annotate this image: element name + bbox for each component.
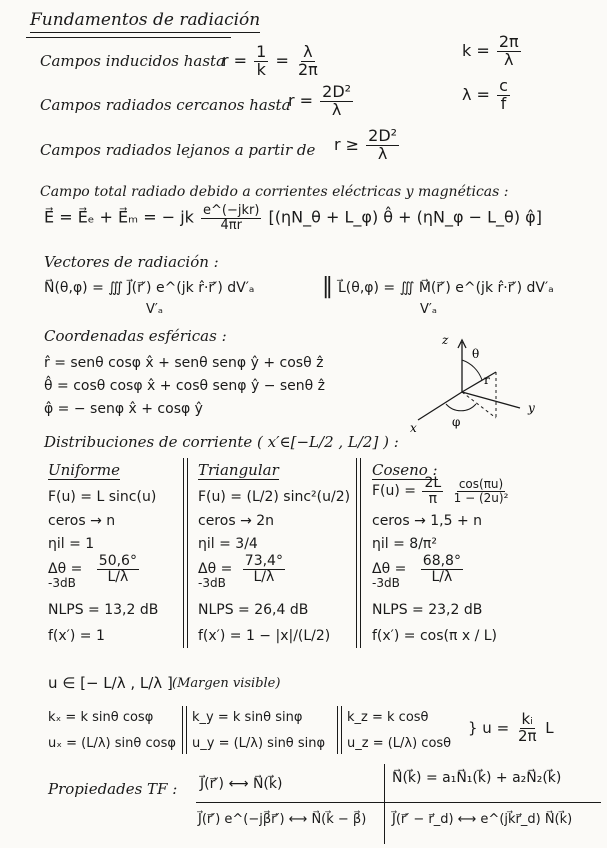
total-exp-num: e^(−jkr): [203, 203, 260, 218]
triangular-bw-den: L/λ: [253, 568, 275, 585]
total-eq-a: E⃗ = E⃗ₑ + E⃗ₘ = − jk: [44, 207, 194, 227]
induced-f1-den: k: [256, 59, 266, 79]
uniform-nlps: NLPS = 13,2 dB: [48, 602, 159, 618]
uniform-eta: ηil = 1: [48, 536, 95, 552]
k-definition: [462, 34, 523, 69]
total-field-label: Campo total radiado debido a corrientes eléctricas y magnéticas :: [40, 184, 509, 200]
k-num: 2π: [498, 32, 519, 51]
triangular-bw-num: 73,4°: [244, 553, 283, 569]
column-divider-2: [356, 458, 357, 648]
total-eq-b: [(ηN_θ + L_φ) θ̂ + (ηN_φ − L_θ) φ̂]: [268, 207, 542, 227]
triangular-fx: f(x′) = 1 − |x|/(L/2): [198, 628, 331, 644]
vectors-label: Vectores de radiación :: [44, 253, 219, 271]
kcomp-divider-1: [182, 706, 183, 754]
cosine-zeros: ceros → 1,5 + n: [372, 513, 483, 529]
column-divider-2b: [360, 458, 361, 648]
kz-eq: k_z = k cosθ: [347, 710, 429, 725]
uniform-F: F(u) = L sinc(u): [48, 489, 157, 505]
coordinate-axes-diagram: [400, 330, 560, 440]
uz-eq: u_z = (L/λ) cosθ: [347, 736, 452, 751]
ui-num: kᵢ: [521, 710, 533, 728]
tf-label: Propiedades TF :: [48, 780, 178, 798]
triangular-nlps: NLPS = 26,4 dB: [198, 602, 309, 618]
near-lhs: r =: [288, 90, 314, 110]
column-divider-1: [183, 458, 184, 648]
uniform-db: -3dB: [48, 576, 76, 590]
ky-eq: k_y = k sinθ sinφ: [192, 710, 303, 725]
uy-eq: u_y = (L/λ) sinθ sinφ: [192, 736, 326, 751]
far-den: λ: [377, 143, 388, 163]
tf-prop-2: N⃗(k⃗) = a₁N⃗₁(k⃗) + a₂N⃗₂(k⃗): [392, 770, 562, 786]
far-lhs: r ≥: [334, 134, 360, 154]
l-vector-eq: L⃗(θ,φ) = ∭ M⃗(r⃗′) e^(jk r̂·r⃗′) dV′ₐ: [338, 280, 554, 296]
lambda-den: f: [500, 93, 507, 113]
near-den: λ: [331, 99, 342, 119]
k-den: λ: [504, 49, 514, 69]
cosine-F-lhs: F(u) =: [372, 483, 417, 500]
kcomp-divider-1b: [186, 706, 187, 754]
tf-prop-4: J⃗(r⃗′ − r⃗_d) ⟷ e^(jk⃗r⃗_d) N⃗(k⃗): [392, 812, 573, 827]
induced-f2-num: λ: [303, 42, 313, 61]
axis-y-label: y: [528, 401, 535, 415]
induced-f1-num: 1: [256, 42, 267, 61]
column-divider-1b: [187, 458, 188, 648]
tf-divider-v: [384, 764, 385, 844]
cosine-F-den: π: [428, 490, 438, 507]
visible-margin-note: (Margen visible): [172, 676, 281, 691]
spherical-theta: θ̂ = cosθ cosφ x̂ + cosθ senφ ŷ − senθ ẑ: [44, 378, 326, 394]
cosine-F-num2: cos(πu): [458, 477, 504, 492]
spherical-r: r̂ = senθ cosφ x̂ + senθ senφ ŷ + cosθ ẑ: [44, 355, 324, 371]
induced-eq: =: [275, 50, 289, 70]
n-vector-eq: N⃗(θ,φ) = ∭ J⃗(r⃗′) e^(jk r̂·r⃗′) dV′ₐ: [44, 280, 255, 296]
kcomp-divider-2: [337, 706, 338, 754]
cosine-nlps: NLPS = 23,2 dB: [372, 602, 483, 618]
induced-formula: [222, 44, 322, 79]
cosine-fx: f(x′) = cos(π x / L): [372, 628, 498, 644]
near-label: Campos radiados cercanos hasta: [40, 96, 291, 114]
triangular-zeros: ceros → 2n: [198, 513, 275, 529]
visible-margin-eq: u ∈ [− L/λ , L/λ ]: [48, 674, 173, 692]
l-volume: V′ₐ: [420, 302, 437, 317]
spherical-label: Coordenadas esféricas :: [44, 327, 227, 345]
ui-den: 2π: [517, 726, 537, 745]
r-vector-label: r: [484, 373, 490, 387]
axis-x-label: x: [410, 421, 417, 435]
kcomp-divider-2b: [341, 706, 342, 754]
induced-label: Campos inducidos hasta: [40, 52, 226, 70]
near-num: 2D²: [322, 82, 352, 101]
title-underline-2: [26, 37, 231, 38]
cosine-db: -3dB: [372, 576, 400, 590]
k-lhs: k =: [462, 40, 490, 60]
lambda-lhs: λ =: [462, 84, 490, 104]
cosine-F: [372, 476, 512, 506]
ui-L: L: [545, 718, 554, 737]
uniform-name: Uniforme: [48, 461, 120, 479]
triangular-name: Triangular: [198, 461, 279, 479]
cosine-F-num: 2L: [424, 475, 442, 491]
total-field-formula: [44, 204, 542, 232]
kx-eq: kₓ = k sinθ cosφ: [48, 710, 154, 725]
uniform-fx: f(x′) = 1: [48, 628, 105, 644]
ui-lhs: } u =: [468, 718, 510, 737]
far-num: 2D²: [368, 126, 398, 145]
far-formula: [334, 128, 401, 163]
triangular-db: -3dB: [198, 576, 226, 590]
vectors-separator: ‖: [322, 274, 333, 299]
total-exp-den: 4πr: [220, 217, 242, 233]
uniform-bw-num: 50,6°: [98, 553, 137, 569]
cosine-bw-num: 68,8°: [422, 553, 461, 569]
axis-z-label: z: [442, 333, 449, 347]
tf-prop-1: J⃗(r⃗′) ⟷ N⃗(k⃗): [200, 776, 283, 792]
n-volume: V′ₐ: [146, 302, 163, 317]
ui-eq: [468, 712, 554, 745]
uniform-bw-den: L/λ: [107, 568, 129, 585]
triangular-dt: Δθ =: [198, 561, 233, 578]
theta-angle-label: θ: [472, 347, 480, 361]
cosine-name: Coseno :: [372, 461, 438, 479]
tf-prop-3: J⃗(r⃗′) e^(−jβ⃗r⃗′) ⟷ N⃗(k⃗ − β⃗): [198, 812, 367, 827]
spherical-phi: φ̂ = − senφ x̂ + cosφ ŷ: [44, 401, 203, 417]
cosine-eta: ηil = 8/π²: [372, 536, 437, 552]
cosine-bw-den: L/λ: [431, 568, 453, 585]
uniform-dt: Δθ =: [48, 561, 83, 578]
page-title: Fundamentos de radiación: [30, 10, 260, 33]
induced-lhs: r =: [222, 50, 248, 70]
distributions-label: Distribuciones de corriente ( x′∈[−L/2 , L/2] ) :: [44, 433, 399, 451]
near-formula: [288, 84, 355, 119]
phi-angle-label: φ: [452, 415, 461, 429]
triangular-F: F(u) = (L/2) sinc²(u/2): [198, 489, 351, 505]
uniform-zeros: ceros → n: [48, 513, 116, 529]
lambda-definition: [462, 78, 512, 113]
cosine-dt: Δθ =: [372, 561, 407, 578]
ux-eq: uₓ = (L/λ) sinθ cosφ: [48, 736, 176, 751]
induced-f2-den: 2π: [297, 59, 318, 79]
triangular-eta: ηil = 3/4: [198, 536, 258, 552]
tf-divider-h: [196, 802, 601, 803]
lambda-num: c: [499, 76, 508, 95]
cosine-F-den2: 1 − (2u)²: [453, 490, 509, 505]
far-label: Campos radiados lejanos a partir de: [40, 141, 316, 159]
